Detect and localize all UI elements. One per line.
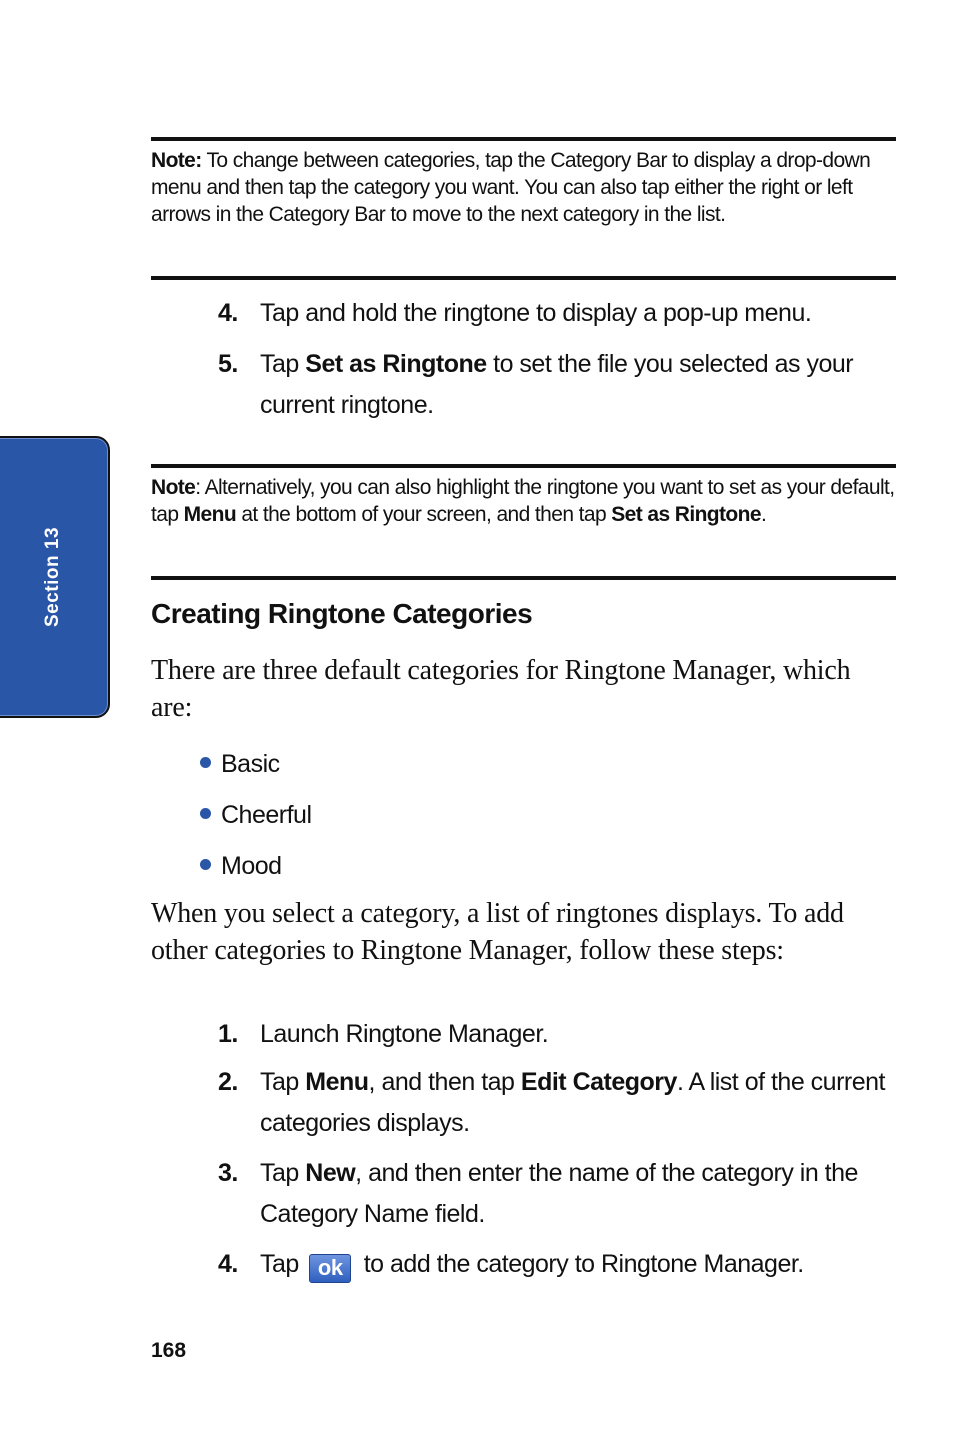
section-heading: Creating Ringtone Categories xyxy=(151,598,533,629)
step-number: 4. xyxy=(218,1250,238,1278)
bullet-text: Mood xyxy=(221,852,282,880)
ok-icon: ok xyxy=(309,1254,351,1283)
step-number: 1. xyxy=(218,1020,238,1048)
note1-bottom-rule xyxy=(151,276,896,280)
steps-intro-paragraph: When you select a category, a list of ringtones displays. To add other categories to Ringtone Manager, follow these steps: xyxy=(151,898,844,966)
step-text-bold: New xyxy=(305,1159,356,1187)
note2-bold: Menu xyxy=(183,503,237,526)
page-number: 168 xyxy=(151,1339,187,1362)
note2-text: at the bottom of your screen, and then tap xyxy=(236,503,612,526)
step-number: 5. xyxy=(218,350,238,378)
step-a-4 xyxy=(218,293,898,334)
bullet-dot-icon xyxy=(200,808,211,819)
bullet-item xyxy=(200,749,280,779)
step-text-post: to add the category to Ringtone Manager. xyxy=(357,1250,804,1278)
note1-text: To change between categories, tap the Category Bar to display a drop-down menu and then tap the category you want. You can also tap either the right or left arrows in the Category Bar to move to the next category in the list. xyxy=(151,149,871,226)
step-b-2 xyxy=(218,1062,898,1144)
bullet-item xyxy=(200,851,282,881)
step-number: 4. xyxy=(218,299,238,327)
note2 xyxy=(151,474,896,528)
note2-text: : Alternatively, you can also highlight the ringtone you want to set as your default, tap xyxy=(151,476,895,526)
step-text-bold: Edit Category xyxy=(520,1068,677,1096)
step-text xyxy=(260,1062,898,1144)
step-b-1 xyxy=(218,1014,898,1055)
section-tab-label: Section 13 xyxy=(42,526,63,628)
step-text-pre: Tap xyxy=(260,1068,306,1096)
note2-bottom-rule xyxy=(151,576,896,580)
step-number: 2. xyxy=(218,1068,238,1096)
step-text-pre: Tap xyxy=(260,350,306,378)
note1 xyxy=(151,147,896,228)
note1-top-rule xyxy=(151,137,896,141)
bullet-dot-icon xyxy=(200,757,211,768)
bullet-text: Cheerful xyxy=(221,801,312,829)
note2-text: . xyxy=(760,503,767,526)
step-text-pre: Tap xyxy=(260,1250,306,1278)
step-text-pre: Tap xyxy=(260,1159,306,1187)
step-text-bold: Set as Ringtone xyxy=(305,350,487,378)
note1-prefix: Note: xyxy=(151,149,202,172)
note2-bold: Set as Ringtone xyxy=(611,503,761,526)
step-text-mid: , and then enter the name of the category in the Category Name field. xyxy=(260,1159,858,1228)
step-text-mid: , and then tap xyxy=(368,1068,521,1096)
step-b-4 xyxy=(218,1244,898,1285)
step-text: Tap and hold the ringtone to display a pop-up menu. xyxy=(260,299,812,327)
step-text-bold: Menu xyxy=(305,1068,369,1096)
bullet-dot-icon xyxy=(200,859,211,870)
intro-paragraph: There are three default categories for Ringtone Manager, which are: xyxy=(151,655,851,723)
bullet-item xyxy=(200,800,312,830)
step-text: Launch Ringtone Manager. xyxy=(260,1020,549,1048)
note2-top-rule xyxy=(151,464,896,468)
step-text-post: . A list of the current categories displays. xyxy=(260,1068,885,1137)
step-a-5 xyxy=(218,344,898,426)
step-text xyxy=(260,1153,898,1235)
step-text xyxy=(260,1244,898,1285)
bullet-text: Basic xyxy=(221,750,280,778)
step-number: 3. xyxy=(218,1159,238,1187)
section-tab xyxy=(0,436,110,718)
note2-prefix: Note xyxy=(151,476,196,499)
step-text xyxy=(260,344,898,426)
step-b-3 xyxy=(218,1153,898,1235)
step-text-post: to set the file you selected as your current ringtone. xyxy=(260,350,854,419)
